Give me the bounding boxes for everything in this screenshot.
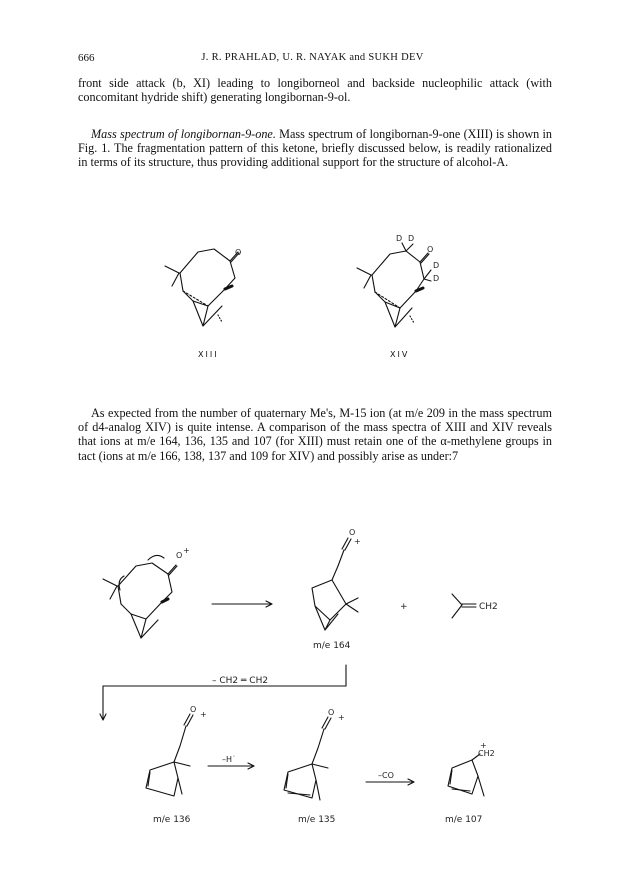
paragraph-1: front side attack (b, XI) leading to longiborneol and backside nucleophilic attack (with concomitant hydride shift) generating longibornan-9-ol. — [78, 76, 552, 105]
structure-xiii — [165, 248, 242, 326]
scheme-ion-164 — [312, 538, 358, 630]
isobutylene-ch2: CH2 — [479, 602, 498, 612]
ion-135-label: m/e 135 — [298, 815, 336, 825]
ion-107-label: m/e 107 — [445, 815, 483, 825]
xiv-deuterium-4: D — [433, 274, 440, 283]
xiv-deuterium-1: D — [396, 234, 403, 243]
ion-135-plus: + — [338, 713, 345, 722]
plus-sign: + — [400, 602, 408, 612]
loss-ethylene-label: – CH2 ═ CH2 — [212, 676, 269, 686]
page-number: 666 — [78, 52, 95, 64]
ion-136-plus: + — [200, 710, 207, 719]
loss-bracket — [100, 665, 346, 720]
scheme-isobutylene — [452, 594, 476, 618]
running-head: J. R. PRAHLAD, U. R. NAYAK and SUKH DEV — [201, 52, 424, 63]
label-xiii: XIII — [198, 350, 219, 359]
ion-135-oxygen: O — [328, 708, 335, 717]
ion-136-oxygen: O — [190, 705, 197, 714]
scheme-parent-ion — [103, 555, 177, 638]
xiii-oxygen: O — [235, 248, 242, 257]
ion-136-label: m/e 136 — [153, 815, 191, 825]
section-heading: Mass spectrum of longibornan-9-one. — [91, 127, 276, 141]
scheme-ion-136 — [146, 714, 193, 796]
xiv-deuterium-3: D — [433, 261, 440, 270]
minus-h-label: –H˙ — [222, 755, 237, 764]
ion-164-oxygen: O — [349, 528, 356, 537]
ion-164-label: m/e 164 — [313, 641, 351, 651]
structure-xiv — [357, 243, 434, 327]
scheme-ion-107 — [448, 754, 484, 796]
label-xiv: XIV — [390, 350, 410, 359]
xiv-oxygen: O — [427, 245, 434, 254]
parent-plus: + — [183, 546, 190, 555]
xiv-deuterium-2: D — [408, 234, 415, 243]
scheme-ion-135 — [284, 717, 331, 800]
paragraph-3: As expected from the number of quaternary Me's, M-15 ion (at m/e 209 in the mass spectrum of d4-analog XIV) is quite intense. A comparison of the mass spectra of XIII and XIV reveals that ions at m/e 164, 136, 135 and 107 (for XIII) must retain one of the α-methylene groups in tact (ions at m/e 166, 138, 137 and 109 for XIV) and possibly arise as under:7 — [78, 406, 552, 463]
minus-co-label: –CO — [378, 771, 394, 780]
parent-oxygen: O — [176, 551, 183, 560]
ion-164-plus: + — [354, 537, 361, 546]
paragraph-2-body: Mass spectrum of longibornan-9-one (XIII) is shown in Fig. 1. The fragmentation pattern of this ketone, briefly discussed below, is readily rationalized in terms of its structure, thus providing additional support for the structure of alcohol-A. — [78, 127, 552, 170]
ion-107-plus: + — [480, 741, 487, 750]
ion-107-ch2: CH2 — [478, 749, 495, 758]
